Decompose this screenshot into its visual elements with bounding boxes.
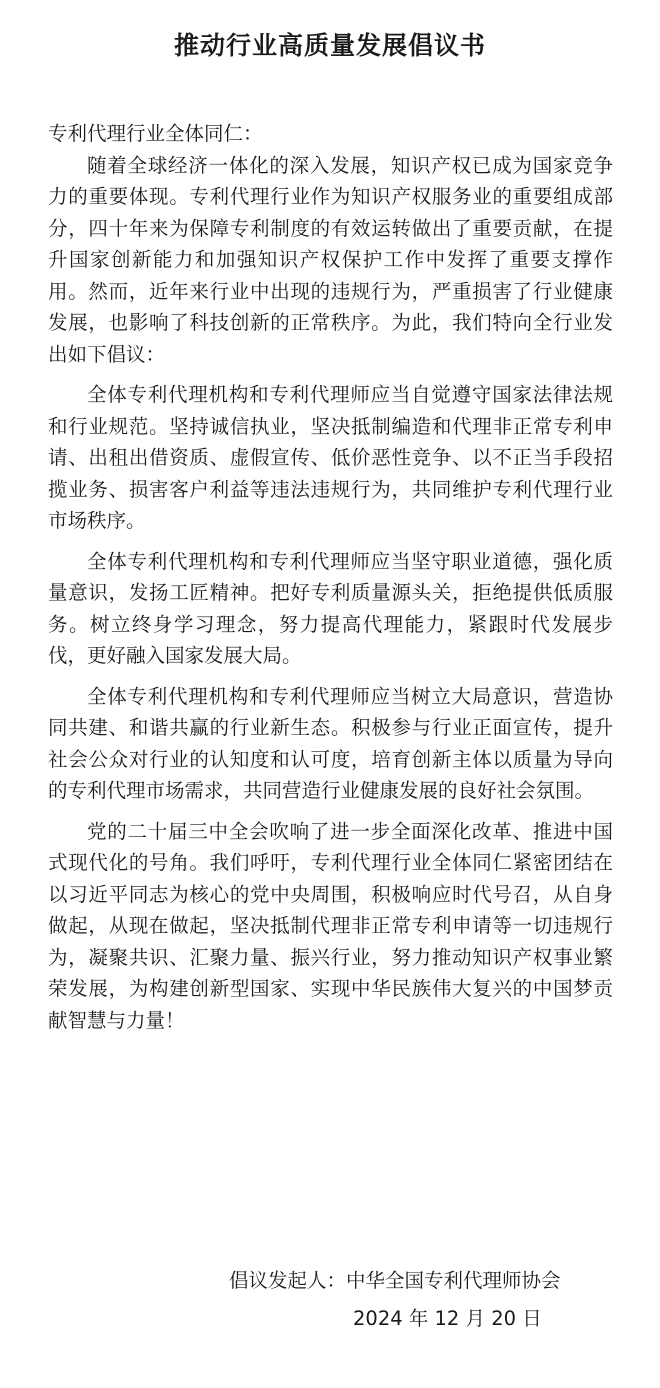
paragraph-introduction: 随着全球经济一体化的深入发展，知识产权已成为国家竞争力的重要体现。专利代理行业作为知识产权服务业的重要组成部分，四十年来为保障专利制度的有效运转做出了重要贡献，在提升国家创新能力和加强知识产权保护工作中发挥了重要支撑作用。然而，近年来行业中出现的违规行为，严重损害了行业健康发展，也影响了科技创新的正常秩序。为此，我们特向全行业发出如下倡议： [48,153,613,366]
paragraph-industry-ecosystem: 全体专利代理机构和专利代理师应当树立大局意识，营造协同共建、和谐共赢的行业新生态。积极参与行业正面宣传，提升社会公众对行业的认知度和认可度，培育创新主体以质量为导向的专利代理市场需求，共同营造行业健康发展的良好社会氛围。 [48,684,613,802]
paragraph-compliance: 全体专利代理机构和专利代理师应当自觉遵守国家法律法规和行业规范。坚持诚信执业，坚决抵制编造和代理非正常专利申请、出租出借资质、虚假宣传、低价恶性竞争、以不正当手段招揽业务、损害客户利益等违法违规行为，共同维护专利代理行业市场秩序。 [48,383,613,532]
signature-date: 2024 年 12 月 20 日 [353,1307,542,1330]
paragraph-call-to-action: 党的二十届三中全会吹响了进一步全面深化改革、推进中国式现代化的号角。我们呼吁，专利代理行业全体同仁紧密团结在以习近平同志为核心的党中央周围，积极响应时代号召，从自身做起，从现在做起，坚决抵制代理非正常专利申请等一切违规行为，凝聚共识、汇聚力量、振兴行业，努力推动知识产权事业繁荣发展，为构建创新型国家、实现中华民族伟大复兴的中国梦贡献智慧与力量！ [48,819,613,1032]
document-body [48,118,613,1036]
signature-initiator: 倡议发起人：中华全国专利代理师协会 [229,1269,561,1292]
salutation: 专利代理行业全体同仁： [48,122,263,145]
paragraph-professional-ethics: 全体专利代理机构和专利代理师应当坚守职业道德，强化质量意识，发扬工匠精神。把好专利质量源头关，拒绝提供低质服务。树立终身学习理念，努力提高代理能力，紧跟时代发展步伐，更好融入国家发展大局。 [48,549,613,667]
document-title: 推动行业高质量发展倡议书 [173,31,486,60]
